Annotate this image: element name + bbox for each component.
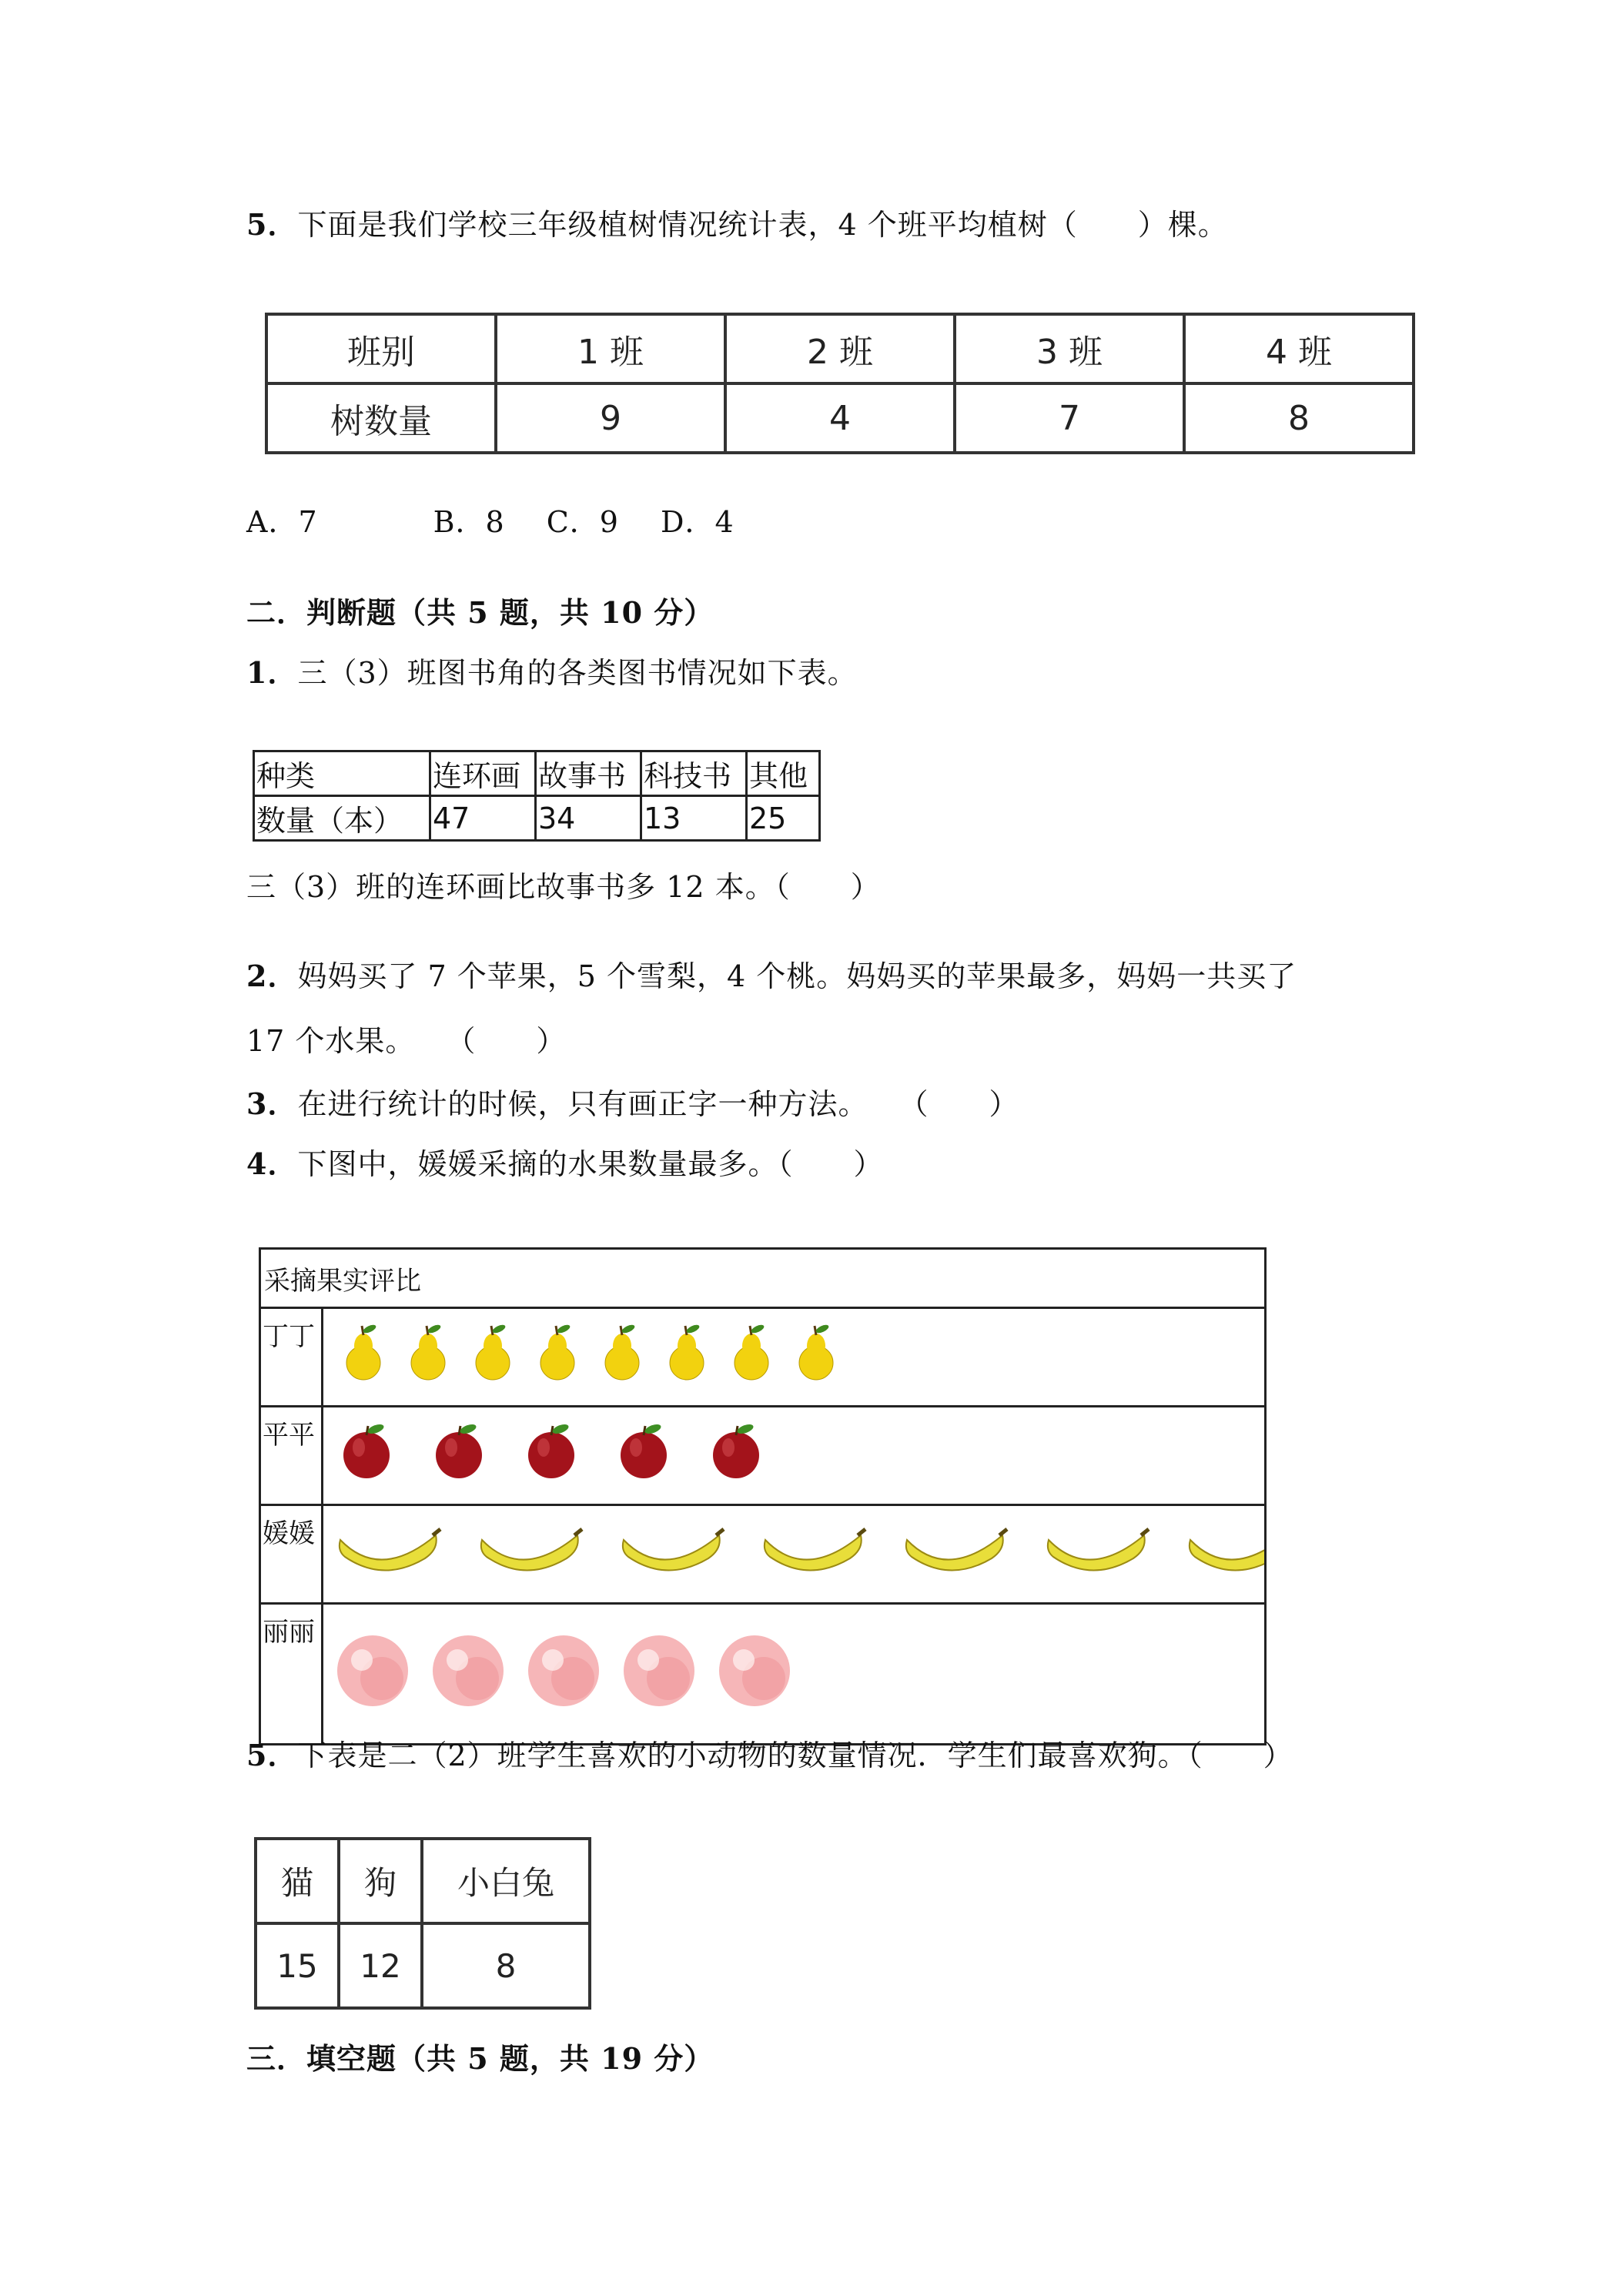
question-number: 4．: [246, 1146, 298, 1181]
question-text: 下面是我们学校三年级植树情况统计表，4 个班平均植树（ ）棵。: [297, 208, 1228, 242]
table-cell: 7: [955, 383, 1184, 453]
table-cell: 15: [256, 1923, 339, 2008]
q5-question: [246, 206, 1228, 243]
row-name: 平平: [260, 1407, 323, 1505]
pictograph-title: 采摘果实评比: [260, 1249, 1266, 1308]
question-text: 在进行统计的时候，只有画正字一种方法。 （ ）: [297, 1087, 1019, 1121]
question-text: 三（3）班图书角的各类图书情况如下表。: [297, 656, 858, 690]
fruit-icons: [323, 1506, 1264, 1596]
pear-icon: [735, 1324, 768, 1380]
table-header-cell: 故事书: [536, 751, 641, 796]
option-a[interactable]: A．7: [246, 505, 318, 539]
table-header-cell: 种类: [254, 751, 430, 796]
tree-planting-table: [265, 313, 1415, 454]
judge-q2: [246, 958, 1297, 995]
pear-icon: [670, 1324, 704, 1380]
pear-icon: [476, 1324, 510, 1380]
table-cell: 34: [536, 796, 641, 841]
fruit-icons: [323, 1309, 1264, 1399]
table-header-cell: 其他: [747, 751, 820, 796]
table-cell: 数量（本）: [254, 796, 430, 841]
banana-icon: [340, 1529, 440, 1571]
pear-icon: [799, 1324, 833, 1380]
apple-icon: [713, 1423, 759, 1478]
row-name: 媛媛: [260, 1505, 323, 1604]
table-header-cell: 1 班: [496, 314, 725, 383]
question-number: 5．: [246, 207, 298, 242]
table-header-cell: 狗: [339, 1839, 422, 1923]
peach-icon: [337, 1635, 408, 1706]
table-cell: 8: [1184, 383, 1414, 453]
apple-icon: [343, 1423, 390, 1478]
table-cell: 47: [430, 796, 536, 841]
apple-icon: [436, 1423, 482, 1478]
pictograph-row: [323, 1407, 1266, 1505]
fruit-pictograph: [259, 1247, 1267, 1745]
table-cell: 12: [339, 1923, 422, 2008]
table-header-cell: 小白兔: [422, 1839, 590, 1923]
table-cell: 25: [747, 796, 820, 841]
pear-icon: [411, 1324, 445, 1380]
peach-icon: [719, 1635, 790, 1706]
books-table: [253, 750, 821, 842]
table-header-cell: 猫: [256, 1839, 339, 1923]
banana-icon: [481, 1529, 582, 1571]
question-number: 2．: [246, 959, 298, 993]
pictograph-row: [323, 1505, 1266, 1604]
row-name: 丁丁: [260, 1308, 323, 1407]
banana-icon: [1048, 1529, 1149, 1571]
table-cell: 13: [641, 796, 747, 841]
fruit-icons: [323, 1407, 1264, 1498]
judge-q4: [246, 1146, 883, 1183]
apple-icon: [528, 1423, 574, 1478]
question-text: 下图中，媛媛采摘的水果数量最多。（ ）: [297, 1147, 884, 1181]
judge-q3: [246, 1086, 1019, 1123]
section-heading: 二．判断题（共 5 题，共 10 分）: [246, 595, 714, 630]
pictograph-row: [323, 1308, 1266, 1407]
pictograph-row: [323, 1604, 1266, 1745]
option-c[interactable]: C．9: [546, 505, 619, 539]
table-header-cell: 班别: [266, 314, 496, 383]
fruit-icons: [323, 1605, 1264, 1737]
table-header-cell: 3 班: [955, 314, 1184, 383]
peach-icon: [433, 1635, 504, 1706]
pear-icon: [605, 1324, 639, 1380]
question-number: 5．: [246, 1738, 298, 1772]
pear-icon: [540, 1324, 574, 1380]
table-cell: 8: [422, 1923, 590, 2008]
judge-q1: [246, 654, 858, 691]
peach-icon: [624, 1635, 694, 1706]
table-header-cell: 2 班: [725, 314, 955, 383]
section-heading: 三．填空题（共 5 题，共 19 分）: [246, 2041, 714, 2076]
banana-icon: [906, 1529, 1007, 1571]
table-header-cell: 连环画: [430, 751, 536, 796]
answer-options: [246, 504, 735, 541]
judge-q1-statement: 三（3）班的连环画比故事书多 12 本。（ ）: [246, 870, 881, 904]
row-name: 丽丽: [260, 1604, 323, 1745]
pear-icon: [346, 1324, 380, 1380]
table-cell: 树数量: [266, 383, 496, 453]
question-number: 1．: [246, 655, 298, 690]
animals-table: [254, 1837, 591, 2010]
question-number: 3．: [246, 1086, 298, 1121]
judge-q5: [246, 1737, 1293, 1774]
table-cell: 4: [725, 383, 955, 453]
table-cell: 9: [496, 383, 725, 453]
peach-icon: [528, 1635, 599, 1706]
table-header-cell: 4 班: [1184, 314, 1414, 383]
banana-icon: [1190, 1529, 1264, 1571]
banana-icon: [623, 1529, 724, 1571]
option-d[interactable]: D．4: [661, 505, 735, 539]
banana-icon: [765, 1529, 865, 1571]
question-text: 妈妈买了 7 个苹果，5 个雪梨，4 个桃。妈妈买的苹果最多，妈妈一共买了: [297, 959, 1297, 993]
table-header-cell: 科技书: [641, 751, 747, 796]
apple-icon: [621, 1423, 667, 1478]
option-b[interactable]: B．8: [433, 505, 505, 539]
question-text: 下表是二（2）班学生喜欢的小动物的数量情况．学生们最喜欢狗。（ ）: [297, 1739, 1293, 1772]
judge-q2-line2: 17 个水果。 （ ）: [246, 1024, 567, 1058]
